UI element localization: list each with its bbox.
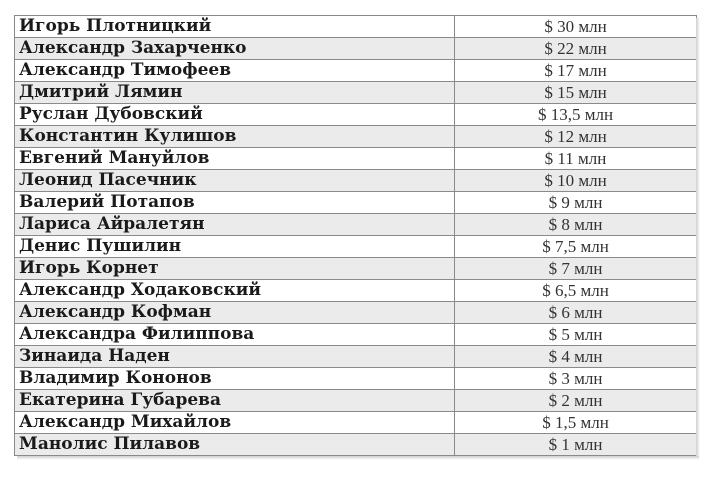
person-value: $ 9 млн <box>455 192 697 214</box>
table-row <box>15 302 697 324</box>
person-value: $ 8 млн <box>455 214 697 236</box>
person-value: $ 13,5 млн <box>455 104 697 126</box>
table-row <box>15 412 697 434</box>
person-name: Дмитрий Лямин <box>15 82 455 104</box>
person-value: $ 1 млн <box>455 434 697 456</box>
person-name: Александр Захарченко <box>15 38 455 60</box>
table-row <box>15 346 697 368</box>
person-value: $ 5 млн <box>455 324 697 346</box>
table-row <box>15 60 697 82</box>
table-body <box>15 16 697 456</box>
table-row <box>15 38 697 60</box>
person-value: $ 6,5 млн <box>455 280 697 302</box>
person-value: $ 6 млн <box>455 302 697 324</box>
table-row <box>15 280 697 302</box>
person-name: Александр Ходаковский <box>15 280 455 302</box>
person-value: $ 30 млн <box>455 16 697 38</box>
person-name: Евгений Мануйлов <box>15 148 455 170</box>
person-name: Зинаида Наден <box>15 346 455 368</box>
person-value: $ 7,5 млн <box>455 236 697 258</box>
table-row <box>15 258 697 280</box>
person-value: $ 2 млн <box>455 390 697 412</box>
person-name: Игорь Плотницкий <box>15 16 455 38</box>
person-name: Александр Михайлов <box>15 412 455 434</box>
person-name: Лариса Айралетян <box>15 214 455 236</box>
wealth-table <box>14 15 697 456</box>
person-value: $ 1,5 млн <box>455 412 697 434</box>
person-value: $ 17 млн <box>455 60 697 82</box>
table-row <box>15 104 697 126</box>
person-name: Игорь Корнет <box>15 258 455 280</box>
table-row <box>15 390 697 412</box>
table-row <box>15 170 697 192</box>
person-value: $ 22 млн <box>455 38 697 60</box>
table-row <box>15 126 697 148</box>
person-name: Леонид Пасечник <box>15 170 455 192</box>
person-value: $ 3 млн <box>455 368 697 390</box>
person-name: Манолис Пилавов <box>15 434 455 456</box>
person-name: Денис Пушилин <box>15 236 455 258</box>
table-container <box>14 15 696 456</box>
table-row <box>15 82 697 104</box>
person-name: Валерий Потапов <box>15 192 455 214</box>
table-shadow-bottom <box>17 456 699 460</box>
person-name: Владимир Кононов <box>15 368 455 390</box>
person-name: Александр Кофман <box>15 302 455 324</box>
person-value: $ 4 млн <box>455 346 697 368</box>
table-row <box>15 192 697 214</box>
table-row <box>15 434 697 456</box>
person-name: Александр Тимофеев <box>15 60 455 82</box>
table-row <box>15 214 697 236</box>
person-name: Александра Филиппова <box>15 324 455 346</box>
person-name: Константин Кулишов <box>15 126 455 148</box>
table-row <box>15 148 697 170</box>
person-value: $ 15 млн <box>455 82 697 104</box>
person-name: Екатерина Губарева <box>15 390 455 412</box>
person-value: $ 12 млн <box>455 126 697 148</box>
person-value: $ 7 млн <box>455 258 697 280</box>
person-value: $ 11 млн <box>455 148 697 170</box>
table-shadow-right <box>696 18 700 459</box>
table-row <box>15 324 697 346</box>
table-row <box>15 16 697 38</box>
person-name: Руслан Дубовский <box>15 104 455 126</box>
table-row <box>15 368 697 390</box>
table-row <box>15 236 697 258</box>
person-value: $ 10 млн <box>455 170 697 192</box>
